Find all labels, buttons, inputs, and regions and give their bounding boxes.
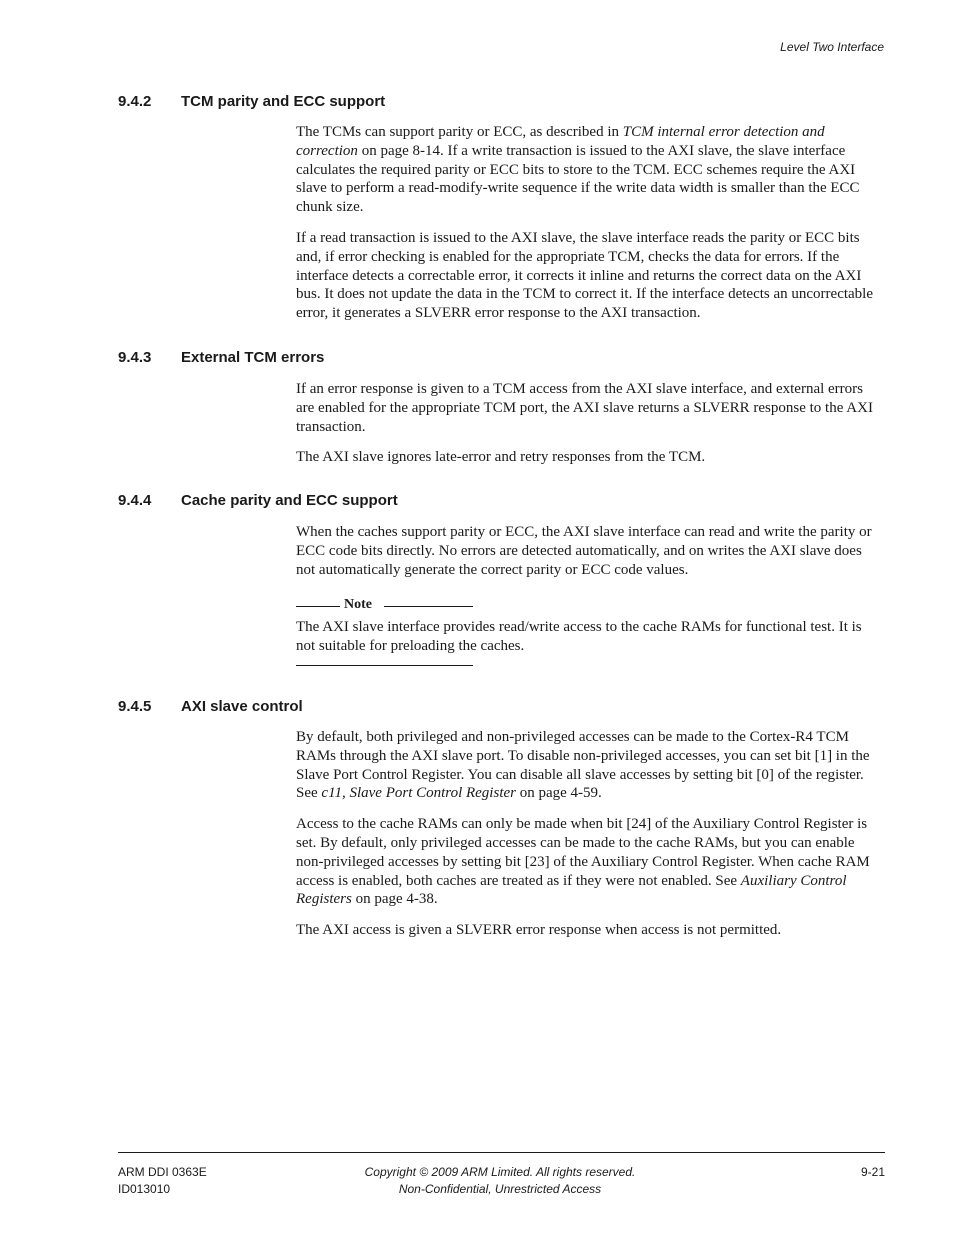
section-number: 9.4.5 bbox=[118, 698, 152, 715]
cross-reference-link[interactable]: TCM internal error detection and correction bbox=[296, 124, 825, 159]
text-run: on page 8-14. If a write transaction is issued to the AXI slave, the slave interface calculates the required parity or ECC bits to store to the TCM. ECC schemes require the AXI slave to perform a read-modify-write sequence if the write data width is smaller than the ECC chunk size. bbox=[296, 142, 860, 216]
section-number: 9.4.4 bbox=[118, 492, 152, 509]
paragraph: If an error response is given to a TCM access from the AXI slave interface, and external errors are enabled for the appropriate TCM port, the AXI slave returns a SLVERR response to the AXI transaction. bbox=[296, 381, 873, 435]
section-heading-9-4-5 bbox=[118, 698, 303, 715]
paragraph bbox=[296, 123, 884, 217]
section-heading-9-4-4 bbox=[118, 492, 398, 509]
section-number: 9.4.3 bbox=[118, 349, 152, 366]
note-body bbox=[296, 618, 884, 668]
paragraph: If a read transaction is issued to the AXI slave, the slave interface reads the parity or ECC bits and, if error checking is enabled for the appropriate TCM, checks the data for errors. If the interface detects a correctable error, it corrects it inline and returns the correct data on the AXI bus. It does not update the data in the TCM to correct it. If the interface detects an uncorrectable error, it generates a SLVERR error response to the AXI transaction. bbox=[296, 229, 874, 322]
note-rule-bottom bbox=[296, 665, 473, 666]
note-heading bbox=[296, 597, 473, 613]
note-label: Note bbox=[344, 597, 372, 612]
paragraph: The AXI access is given a SLVERR error response when access is not permitted. bbox=[296, 922, 782, 939]
footer-rule bbox=[118, 1152, 885, 1153]
section-body-9-4-4 bbox=[296, 523, 884, 591]
section-number: 9.4.2 bbox=[118, 93, 152, 110]
section-title: Cache parity and ECC support bbox=[181, 492, 398, 509]
cross-reference-link[interactable]: Auxiliary Control Registers bbox=[296, 872, 847, 908]
section-title: TCM parity and ECC support bbox=[181, 93, 386, 110]
doc-id: ARM DDI 0363E bbox=[118, 1165, 207, 1179]
text-run: By default, both privileged and non-privileged accesses can be made to the Cortex-R4 TCM RAMs through the AXI slave port. To disable non-privileged accesses, you can set bit [1] in the Slave Port Control Register. You can disable all slave accesses by setting bit [0] of the register. See bbox=[296, 729, 870, 802]
footer-doc-ids bbox=[118, 1164, 207, 1198]
section-heading-9-4-2 bbox=[118, 93, 385, 110]
text-run: on page 4-59. bbox=[515, 785, 602, 802]
cross-reference-link[interactable]: c11, Slave Port Control Register bbox=[321, 785, 516, 802]
paragraph bbox=[296, 815, 884, 909]
section-title: AXI slave control bbox=[181, 698, 303, 715]
text-run: The TCMs can support parity or ECC, as described in bbox=[296, 124, 623, 140]
text-run: Access to the cache RAMs can only be made when bit [24] of the Auxiliary Control Register is set. By default, only privileged accesses can be made to the cache RAMs, but you can enable non-privileged accesses by setting bit [23] of the Auxiliary Control Register. When cache RAM access is enabled, both caches are treated as if they were not enabled. See bbox=[296, 816, 870, 889]
section-heading-9-4-3 bbox=[118, 349, 324, 366]
paragraph: The AXI slave ignores late-error and retry responses from the TCM. bbox=[296, 449, 706, 466]
note-text: The AXI slave interface provides read/write access to the cache RAMs for functional test. It is not suitable for preloading the caches. bbox=[296, 619, 862, 654]
section-body-9-4-5 bbox=[296, 728, 884, 952]
footer-legal bbox=[300, 1164, 700, 1198]
release-id: ID013010 bbox=[118, 1182, 171, 1196]
paragraph: When the caches support parity or ECC, the AXI slave interface can read and write the parity or ECC code bits directly. No errors are detected automatically, and on writes the AXI slave does not automatically generate the correct parity or ECC code values. bbox=[296, 524, 872, 578]
note-rule-left bbox=[296, 606, 340, 607]
running-header: Level Two Interface bbox=[780, 40, 884, 54]
section-body-9-4-3 bbox=[296, 380, 884, 479]
section-title: External TCM errors bbox=[181, 349, 325, 366]
paragraph bbox=[296, 728, 884, 803]
note-rule-right bbox=[384, 606, 473, 607]
page-number: 9-21 bbox=[860, 1165, 885, 1179]
copyright-text: Copyright © 2009 ARM Limited. All rights reserved. bbox=[364, 1165, 636, 1179]
text-run: on page 4-38. bbox=[351, 891, 438, 908]
section-body-9-4-2 bbox=[296, 123, 884, 335]
confidentiality-text: Non-Confidential, Unrestricted Access bbox=[398, 1182, 602, 1196]
